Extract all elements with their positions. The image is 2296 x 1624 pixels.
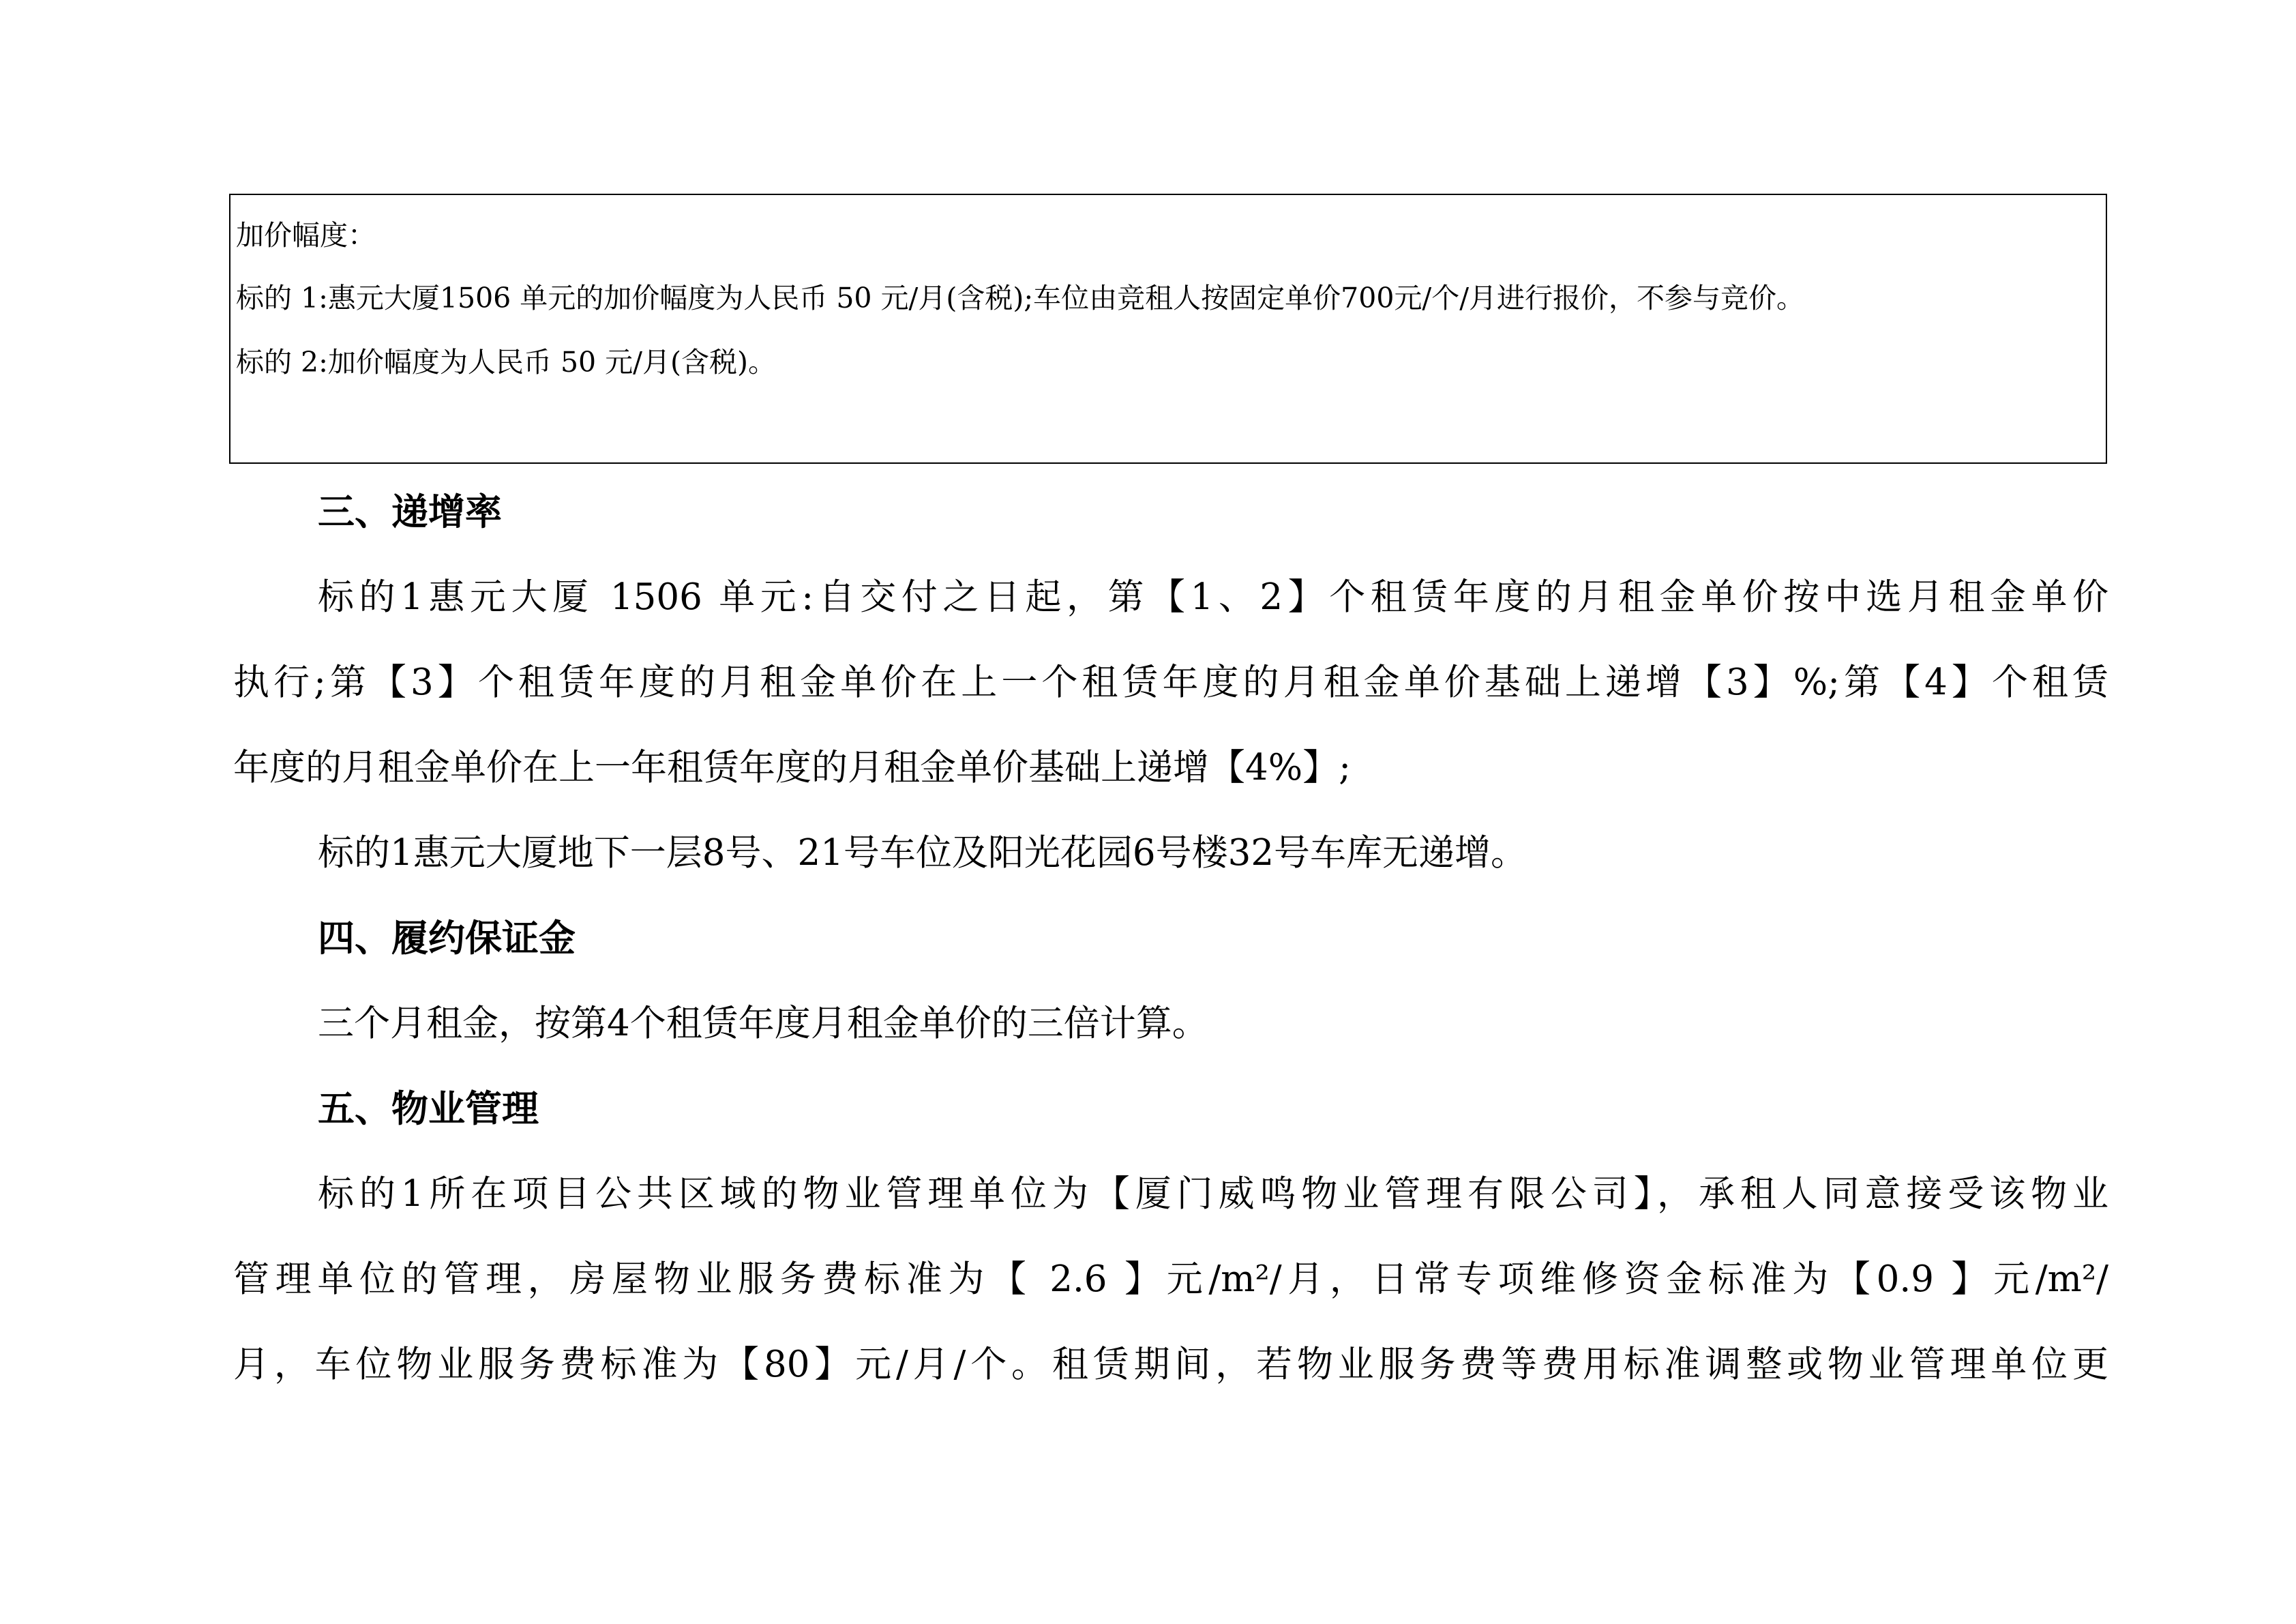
section-4-para-1: 三个月租金，按第4个租赁年度月租金单价的三倍计算。	[318, 1003, 1208, 1044]
price-increment-box	[229, 194, 2107, 464]
section-3-para-1-line-1: 标的1惠元大厦 1506 单元:自交付之日起，第【1、2】个租赁年度的月租金单价按中选月租金单价	[318, 576, 2108, 618]
section-3-para-1-line-3: 年度的月租金单价在上一年租赁年度的月租金单价基础上递增【4%】;	[233, 747, 1351, 788]
box-item-2: 标的 2:加价幅度为人民币 50 元/月(含税)。	[236, 346, 776, 379]
section-4-heading: 四、履约保证金	[318, 917, 576, 960]
section-3-heading: 三、递增率	[318, 490, 502, 533]
section-5-para-1-line-2: 管理单位的管理，房屋物业服务费标准为【 2.6 】元/m²/月，日常专项维修资金标准为【0.9 】元/m²/	[233, 1258, 2108, 1300]
section-5-para-1-line-1: 标的1所在项目公共区域的物业管理单位为【厦门威鸣物业管理有限公司】，承租人同意接受该物业	[318, 1173, 2108, 1215]
section-5-para-1-line-3: 月，车位物业服务费标准为【80】元/月/个。租赁期间，若物业服务费等费用标准调整或物业管理单位更	[233, 1344, 2108, 1385]
section-5-heading: 五、物业管理	[318, 1087, 539, 1130]
box-item-1: 标的 1:惠元大厦1506 单元的加价幅度为人民币 50 元/月(含税);车位由竞租人按固定单价700元/个/月进行报价，不参与竞价。	[236, 282, 1805, 314]
section-3-para-2: 标的1惠元大厦地下一层8号、21号车位及阳光花园6号楼32号车库无递增。	[318, 832, 1527, 874]
section-3-para-1-line-2: 执行;第【3】个租赁年度的月租金单价在上一个租赁年度的月租金单价基础上递增【3】%;第【4】个租赁	[233, 662, 2108, 703]
box-title: 加价幅度：	[236, 219, 376, 252]
